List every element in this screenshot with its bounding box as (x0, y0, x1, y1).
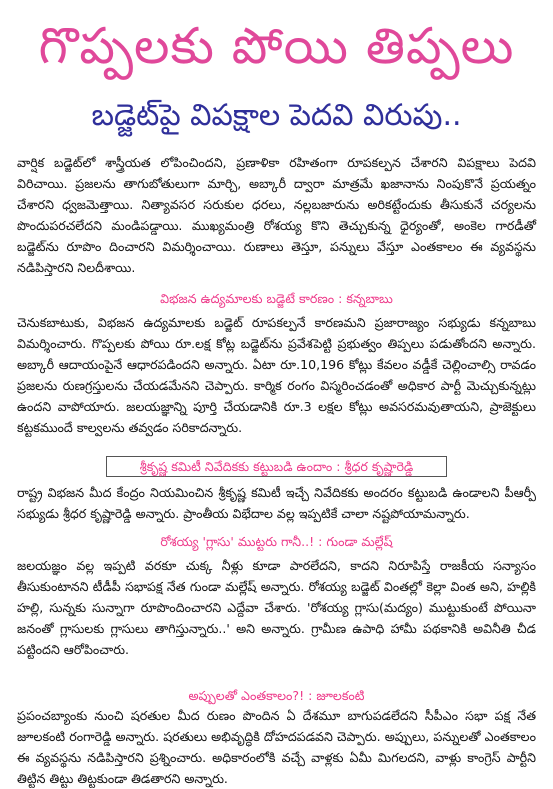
subheadline: బడ్జెట్‌పై విపక్షాల పెదవి విరుపు.. (91, 98, 462, 133)
paragraph-julakanti: ప్రపంచబ్యాంకు నుంచి షరతుల మీద రుణం పొందిన ఏ దేశమూ బాగుపడలేదని సీపీఎం సభా పక్ష నేత జూలకంటి రంగారెడ్డి అన్నారు. షరతులు అభివృద్ధికి దోహదపడవని చెప్పారు. అప్పులు, పన్నులతో ఎంతకాలం ఈ వ్యవస్థను నడిపిస్తారని ప్రశ్నించారు. అధికారంలోకి వచ్చే వాళ్లకు ఏమీ మిగలదని, వాళ్లు కాంగ్రెస్ పార్టీని తిట్టిన తిట్టు తిట్టకుండా తిడతారని అన్నారు. (17, 708, 536, 786)
paragraph-kannababu: చెనుకబాటుకు, విభజన ఉద్యమాలకు బడ్జెట్ రూపకల్పనే కారణమని ప్రజారాజ్యం సభ్యుడు కన్నబాబు విమర్శించారు. గొప్పలకు పోయి రూ.లక్ష కోట్ల బడ్జెట్‌ను ప్రవేశపెట్టి ప్రభుత్వం తిప్పలు పడుతోందని అన్నారు. అబ్కారీ ఆదాయంపైనే ఆధారపడిందని అన్నారు. ఏటా రూ.10,196 కోట్లు కేవలం వడ్డీకే చెల్లించాల్సి రావడం ప్రజలను రుణగ్రస్తులను చేయడమేనని చెప్పారు. కార్మిక రంగం విస్మరించడంతో అధికార పార్టీ మెచ్చుకున్నట్లు ఉందని వాపోయారు. జలయజ్ఞాన్ని పూర్తి చేయడానికి రూ.3 లక్షల కోట్లు అవసరమవుతాయని, ప్రాజెక్టులు కట్టకముందే కాల్వలను తవ్వడం సరికాదన్నారు. (17, 315, 536, 435)
subheading-kannababu: విభజన ఉద్యమాలకు బడ్జెటే కారణం : కన్నబాబు (160, 291, 393, 306)
subheading-sridhar: శ్రీకృష్ణ కమిటీ నివేదికకు కట్టుబడి ఉందాం : శ్రీధర కృష్ణారెడ్డి (106, 456, 447, 477)
headline: గొప్పలకు పోయి తిప్పలు (38, 17, 515, 75)
paragraph-gunda-mallesh: జలయజ్ఞం వల్ల ఇప్పటి వరకూ చుక్క నీళ్లు కూడా పారలేదని, కాదని నిరూపిస్తే రాజకీయ సన్యాసం తీసుకుంటానని టీడీపీ సభాపక్ష నేత గుండా మల్లేష్ అన్నారు. రోశయ్య బడ్జెట్ వింతల్లో కెల్లా వింత అని, హల్లికి హల్లి, సున్నకు సున్నాగా రూపొందించారని ఎద్దేవా చేశారు. 'రోశయ్య గ్లాసు(మద్యం) ముట్టుకుంటే పోయినా జనంతో గ్లాసులకు గ్లాసులు తాగిస్తున్నారు..' అని అన్నారు. గ్రామీణ ఉపాధి హామీ పథకానికి అవినీతి చీడ పట్టిందని ఆరోపించారు. (17, 558, 536, 657)
paragraph-intro: వార్షిక బడ్జెట్‌లో శాస్త్రీయత లోపించిందని, ప్రణాళికా రహితంగా రూపకల్పన చేశారని విపక్షాలు పెదవి విరిచాయి. ప్రజలను తాగుబోతులుగా మార్చి, అబ్కారీ ద్వారా మాత్రమే ఖజానాను నింపుకొనే ప్రయత్నం చేశారని ధ్వజమెత్తాయి. నిత్యావసర సరుకుల ధరలు, నల్లబజారును అరికట్టేందుకు తీసుకునే చర్యలను పొందుపరచలేదని మండిపడ్డాయి. ముఖ్యమంత్రి రోశయ్య కొని తెచ్చుకున్న ధైర్యంతో, అంకెల గారడీతో బడ్జెట్‌ను రూపొం దించారని విమర్శించాయి. రుణాలు తెస్తూ, పన్నులు వేస్తూ ఎంతకాలం ఈ వ్యవస్థను నడిపిస్తారని నిలదీశాయి. (17, 155, 536, 275)
subheading-gunda-mallesh: రోశయ్య 'గ్లాసు' ముట్టరు గానీ..! : గుండా మల్లేష్ (160, 534, 393, 549)
subheading-julakanti: అప్పులతో ఎంతకాలం?! : జూలకంటి (188, 688, 365, 703)
paragraph-sridhar: రాష్ట్ర విభజన మీద కేంద్రం నియమించిన శ్రీకృష్ణ కమిటీ ఇచ్చే నివేదికకు అందరం కట్టుబడి ఉండాలని పీఆర్పీ సభ్యుడు శ్రీధర కృష్ణారెడ్డి అన్నారు. ప్రాంతీయ విభేదాల వల్ల ఇప్పటికే చాలా నష్టపోయామన్నారు. (17, 485, 536, 521)
